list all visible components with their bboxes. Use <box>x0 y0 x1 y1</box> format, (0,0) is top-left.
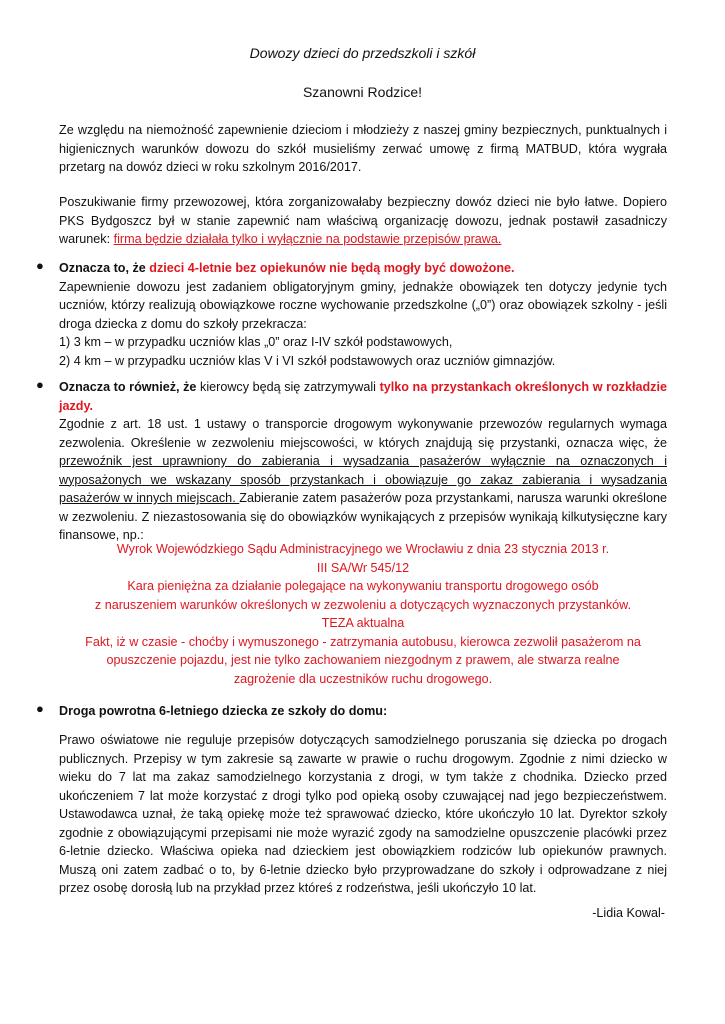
court-ruling-quote <box>59 540 667 688</box>
bullet-2-head: Oznacza to również, że <box>59 380 197 394</box>
bullet-icon: ● <box>36 701 44 716</box>
quote-line-7: opuszczenie pojazdu, jest nie tylko zachowaniem niezgodnym z prawem, ale stwarza realne <box>106 653 620 667</box>
bullet-1-head: Oznacza to, że <box>59 261 150 275</box>
document-title: Dowozy dzieci do przedszkoli i szkół <box>249 45 476 61</box>
paragraph-return-route: Prawo oświatowe nie reguluje przepisów dotyczących samodzielnego poruszania się dziecka po drogach publicznych. Przepisy w tym zakresie są zawarte w prawie o ruchu drogowym. Zgodnie z nimi dziecko w wieku do 7 lat ma zakaz samodzielnego korzystania z drogi, w tym także z chodnika. Dziecko przed ukończeniem 7 lat może korzystać z drogi tylko pod opieką osoby czuwającej nad jego bezpieczeństwem. Ustawodawca uznał, że taką opiekę może też sprawować dziecko, które ukończyło 10 lat. Dyrektor szkoły zgodnie z obowiązującymi przepisami nie może wyrazić zgody na samodzielne opuszczenie placówki przez 6-letnie dziecko. Właściwa opieka nad dzieckiem jest obowiązkiem rodziców lub opiekunów prawnych. Muszą oni zatem zadbać o to, by 6-letnie dziecko było przyprowadzane do szkoły i odprowadzane z niej przez osobę dorosłą lub na przykład przez któreś z rodzeństwa, jeśli ukończyło 10 lat. <box>59 733 667 895</box>
bullet-icon: ● <box>36 377 44 392</box>
quote-line-2: III SA/Wr 545/12 <box>316 560 410 575</box>
signature: -Lidia Kowal- <box>592 906 665 920</box>
bullet-3-head: Droga powrotna 6-letniego dziecka ze szkoły do domu: <box>59 704 388 718</box>
bullet-2-text-2: Zabieranie zatem pasażerów poza przystankami, narusza warunki określone w zezwoleniu. Z niezastosowania się do obowiązków wynikających z przepisów wynikają kilkutysięczne kary finansowe, np.: <box>59 491 667 542</box>
bullet-2-head-mid: kierowcy będą się zatrzymywali <box>196 380 380 394</box>
paragraph-search-condition: firma będzie działała tylko i wyłącznie na podstawie przepisów prawa. <box>113 232 502 246</box>
greeting: Szanowni Rodzice! <box>302 84 423 100</box>
bullet-icon: ● <box>36 258 44 273</box>
bullet-section-1 <box>59 259 667 370</box>
bullet-2-head-red: tylko na przystankach określonych w rozkładzie jazdy. <box>59 380 667 413</box>
bullet-1-head-red: dzieci 4-letnie bez opiekunów nie będą mogły być dowożone. <box>149 261 515 275</box>
bullet-2-text-1: Zgodnie z art. 18 ust. 1 ustawy o transporcie drogowym wykonywanie przewozów regularnych wymaga zezwolenia. Określenie w zezwoleniu miejscowości, w których znajdują się przystanki, oznacza więc, że <box>59 417 667 450</box>
quote-line-6: Fakt, iż w czasie - choćby i wymuszonego - zatrzymania autobusu, kierowca zezwolił pasażerom na <box>85 634 641 649</box>
bullet-1-list-2: 2) 4 km – w przypadku uczniów klas V i VI szkół podstawowych oraz uczniów gimnazjów. <box>59 353 556 368</box>
quote-line-1: Wyrok Wojewódzkiego Sądu Administracyjnego we Wrocławiu z dnia 23 stycznia 2013 r. <box>116 542 610 556</box>
quote-line-8: zagrożenie dla uczestników ruchu drogowego. <box>233 671 493 686</box>
bullet-section-2 <box>59 378 667 545</box>
quote-line-5: TEZA aktualna <box>321 616 405 630</box>
paragraph-search-text: Poszukiwanie firmy przewozowej, która zorganizowałaby bezpieczny dowóz dzieci nie było łatwe. Dopiero PKS Bydgoszcz był w stanie zapewnić nam właściwą organizację dowozu, jednak postawił zasadniczy warunek: <box>59 195 667 246</box>
bullet-2-text-underlined: przewoźnik jest uprawniony do zabierania i wysadzania pasażerów wyłącznie na oznaczonych i wyposażonych we wskazany sposób przystankach i obowiązuje go zakaz zabierania i wysadzania pasażerów w innych miejscach. <box>59 454 667 505</box>
paragraph-intro: Ze względu na niemożność zapewnienie dzieciom i młodzieży z naszej gminy bezpiecznych, punktualnych i higienicznych warunków dowozu do szkół musieliśmy zerwać umowę z firmą MATBUD, która wygrała przetarg na dowóz dzieci w roku szkolnym 2016/2017. <box>59 123 667 174</box>
paragraph-search <box>59 193 667 249</box>
bullet-1-text: Zapewnienie dowozu jest zadaniem obligatoryjnym gminy, jednakże obowiązek ten dotyczy jedynie tych uczniów, którzy realizują obowiązkowe roczne wychowanie przedszkolne („0”) oraz obowiązek szkolny - jeśli droga dziecka z domu do szkoły przekracza: <box>59 279 667 331</box>
quote-line-3: Kara pieniężna za działanie polegające na wykonywaniu transportu drogowego osób <box>127 579 599 593</box>
bullet-1-list-1: 1) 3 km – w przypadku uczniów klas „0” oraz I-IV szkół podstawowych, <box>59 335 453 349</box>
quote-line-4: z naruszeniem warunków określonych w zezwoleniu a dotyczących wyznaczonych przystanków. <box>94 597 632 612</box>
